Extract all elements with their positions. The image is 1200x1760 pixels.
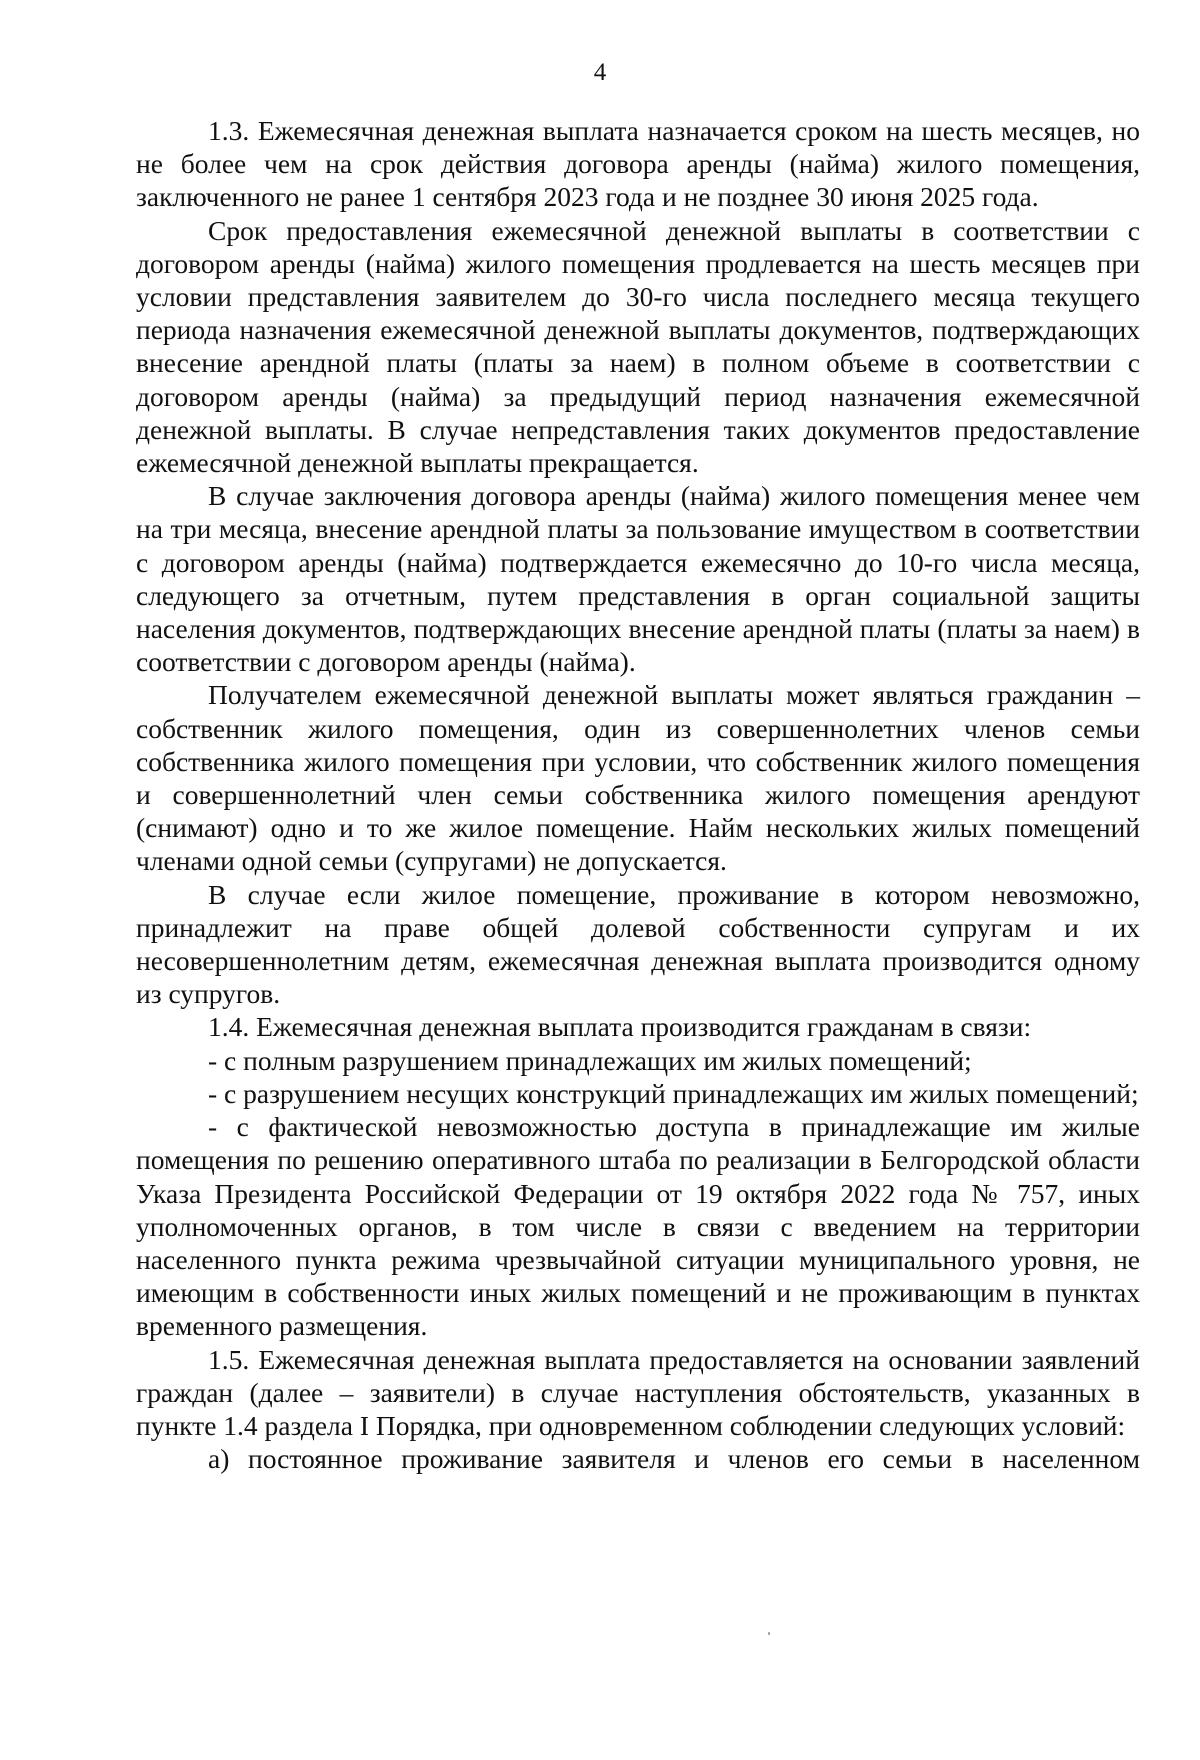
list-item-structural-destruction: - с разрушением несущих конструкций принадлежащих им жилых помещений; — [208, 1077, 1139, 1109]
list-item-no-access: - с фактической невозможностью доступа в принадлежащие им жилые помещения по решению оперативного штаба по реализации в Белгородской области Указа Президента Российской Федерации от 19 октября 2022 года № 757, иных уполномоченных органов, в том числе в связи с введением на территории населенного пункта режима чрезвычайной ситуации муниципального уровня, не имеющим в собственности иных жилых помещений и не проживающим в пунктах временного размещения. — [136, 1111, 1140, 1342]
paragraph-extension-term: Срок предоставления ежемесячной денежной выплаты в соответствии с договором аренды (найма) жилого помещения продлевается на шесть месяцев при условии представления заявителем до 30-го числа последнего месяца текущего периода назначения ежемесячной денежной выплаты документов, подтверждающих внесение арендной платы (платы за наем) в полном объеме в соответствии с договором аренды (найма) за предыдущий период назначения ежемесячной денежной выплаты. В случае непредставления таких документов предоставление ежемесячной денежной выплаты прекращается. — [136, 214, 1140, 479]
scan-speck — [768, 1632, 770, 1635]
paragraph-shared-ownership: В случае если жилое помещение, проживание в котором невозможно, принадлежит на праве общей долевой собственности супругам и их несовершеннолетним детям, ежемесячная денежная выплата производится одному из супругов. — [136, 878, 1140, 1010]
document-body — [136, 114, 1140, 1475]
paragraph-short-lease: В случае заключения договора аренды (найма) жилого помещения менее чем на три месяца, внесение арендной платы за пользование имуществом в соответствии с договором аренды (найма) подтверждается ежемесячно до 10-го числа месяца, следующего за отчетным, путем представления в орган социальной защиты населения документов, подтверждающих внесение арендной платы (платы за наем) в соответствии с договором аренды (найма). — [136, 480, 1140, 678]
paragraph-1-3: 1.3. Ежемесячная денежная выплата назначается сроком на шесть месяцев, но не более чем на срок действия договора аренды (найма) жилого помещения, заключенного не ранее 1 сентября 2023 года и не позднее 30 июня 2025 года. — [136, 115, 1140, 213]
page-number: 4 — [593, 59, 607, 86]
paragraph-1-4: 1.4. Ежемесячная денежная выплата производится гражданам в связи: — [208, 1011, 1032, 1043]
list-item-full-destruction: - с полным разрушением принадлежащих им жилых помещений; — [208, 1044, 972, 1076]
paragraph-1-5: 1.5. Ежемесячная денежная выплата предоставляется на основании заявлений граждан (далее – заявители) в случае наступления обстоятельств, указанных в пункте 1.4 раздела I Порядка, при одновременном соблюдении следующих условий: — [136, 1343, 1140, 1441]
paragraph-recipient: Получателем ежемесячной денежной выплаты может являться гражданин – собственник жилого помещения, один из совершеннолетних членов семьи собственника жилого помещения при условии, что собственник жилого помещения и совершеннолетний член семьи собственника жилого помещения арендуют (снимают) одно и то же жилое помещение. Найм нескольких жилых помещений членами одной семьи (супругами) не допускается. — [136, 679, 1140, 877]
list-item-a: а) постоянное проживание заявителя и членов его семьи в населенном — [208, 1443, 1140, 1475]
